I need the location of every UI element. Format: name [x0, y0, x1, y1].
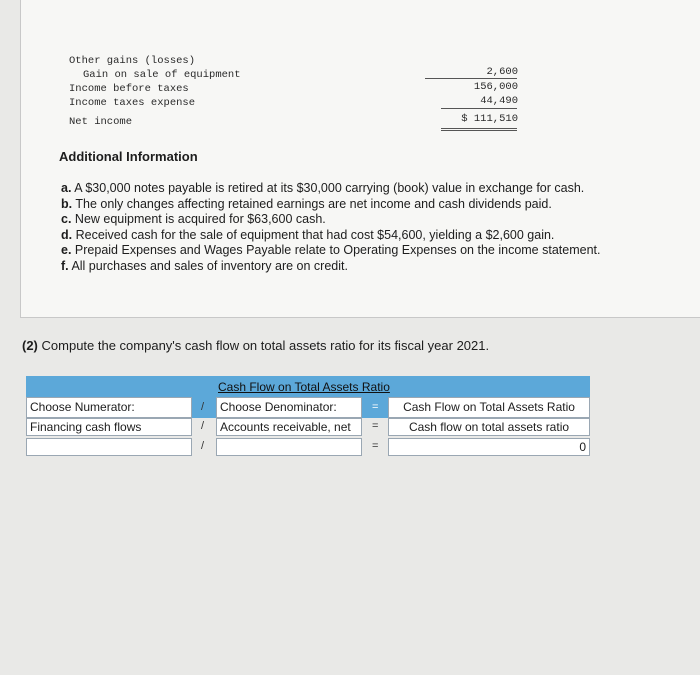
- info-item-e: e. Prepaid Expenses and Wages Payable relate to Operating Expenses on the income statement.: [61, 243, 601, 257]
- denominator-select-row1[interactable]: Accounts receivable, net: [216, 418, 362, 436]
- additional-info-list: [61, 181, 600, 274]
- income-before-taxes-label: Income before taxes: [69, 83, 189, 95]
- row2-divide-sign: /: [201, 440, 205, 452]
- income-taxes-value: 44,490: [480, 95, 518, 107]
- info-item-f: f. All purchases and sales of inventory are on credit.: [61, 258, 348, 273]
- income-taxes-label: Income taxes expense: [69, 97, 196, 109]
- header-result: Cash Flow on Total Assets Ratio: [388, 397, 590, 418]
- gain-on-sale-value: 2,600: [486, 66, 518, 78]
- row2-equals-sign: =: [372, 440, 379, 452]
- subtotal-rule: [425, 78, 517, 79]
- net-income-value: $ 111,510: [461, 113, 518, 125]
- total-rule: [441, 108, 517, 109]
- double-rule-bottom: [441, 130, 517, 131]
- header-denominator: Choose Denominator:: [216, 397, 362, 418]
- denominator-input-row2[interactable]: [216, 438, 362, 456]
- net-income-label: Net income: [69, 116, 133, 128]
- header-equals-sign: =: [372, 401, 379, 413]
- question-number: (2): [22, 338, 38, 353]
- row1-divide-sign: /: [201, 420, 205, 432]
- gain-on-sale-label: Gain on sale of equipment: [83, 69, 241, 81]
- double-rule-top: [441, 128, 517, 129]
- income-before-taxes-value: 156,000: [473, 81, 518, 93]
- info-item-c: c. New equipment is acquired for $63,600 cash.: [61, 212, 326, 226]
- info-item-a: a. A $30,000 notes payable is retired at its $30,000 carrying (book) value in exchange for cash.: [61, 181, 585, 195]
- problem-panel: [20, 0, 700, 318]
- result-label-row1: Cash flow on total assets ratio: [388, 418, 590, 436]
- header-numerator: Choose Numerator:: [26, 397, 192, 418]
- row1-equals-sign: =: [372, 420, 379, 432]
- other-gains-label: Other gains (losses): [69, 55, 196, 67]
- table-title: Cash Flow on Total Assets Ratio: [218, 380, 390, 394]
- numerator-select-row1[interactable]: Financing cash flows: [26, 418, 192, 436]
- question-text: Compute the company's cash flow on total assets ratio for its fiscal year 2021.: [41, 338, 490, 353]
- header-divide-sign: /: [201, 401, 205, 413]
- info-item-d: d. Received cash for the sale of equipment that had cost $54,600, yielding a $2,600 gain.: [61, 227, 555, 242]
- info-item-b: b. The only changes affecting retained earnings are net income and cash dividends paid.: [61, 196, 552, 211]
- result-value-row2[interactable]: 0: [388, 438, 590, 456]
- numerator-input-row2[interactable]: [26, 438, 192, 456]
- question-2: [22, 338, 489, 353]
- additional-info-title: Additional Information: [59, 149, 198, 164]
